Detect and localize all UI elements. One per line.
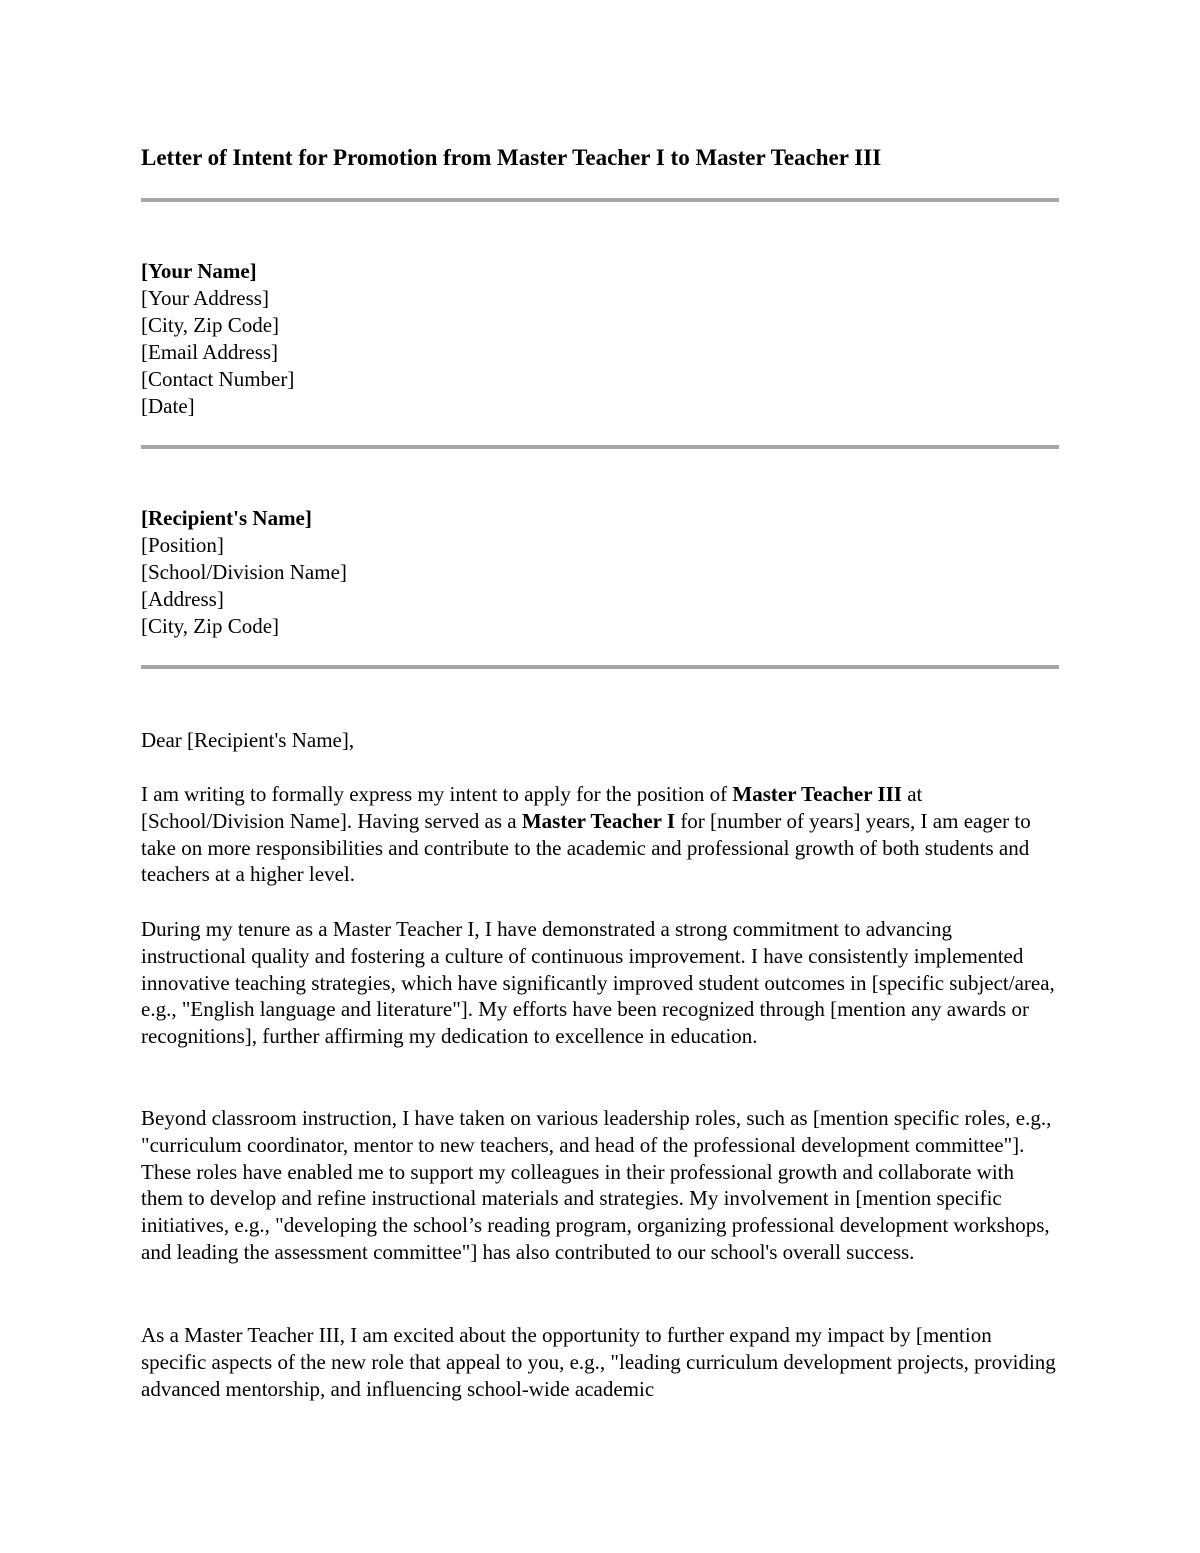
divider-bottom — [141, 665, 1059, 669]
recipient-position: [Position] — [141, 533, 224, 557]
sender-block — [141, 258, 1059, 420]
recipient-city-zip: [City, Zip Code] — [141, 614, 280, 638]
paragraph-3: Beyond classroom instruction, I have taken on various leadership roles, such as [mention specific roles, e.g., "curriculum coordinator, mentor to new teachers, and head of the professional development committee"]. These roles have enabled me to support my colleagues in their professional growth and collaborate with them to develop and refine instructional materials and strategies. My involvement in [mention specific initiatives, e.g., "developing the school’s reading program, organizing professional development workshops, and leading the assessment committee"] has also contributed to our school's overall success. — [141, 1106, 1052, 1264]
sender-email: [Email Address] — [141, 340, 279, 364]
letter-title: Letter of Intent for Promotion from Master Teacher I to Master Teacher III — [141, 145, 882, 170]
paragraph-1 — [141, 781, 1059, 888]
paragraph-1-bold-b: Master Teacher I — [521, 808, 676, 833]
recipient-name: [Recipient's Name] — [141, 506, 312, 530]
sender-name: [Your Name] — [141, 259, 257, 283]
recipient-block — [141, 505, 1059, 640]
divider-top — [141, 198, 1059, 202]
paragraph-4: As a Master Teacher III, I am excited about the opportunity to further expand my impact by [mention specific aspects of the new role that appeal to you, e.g., "leading curriculum development projects, providing advanced mentorship, and influencing school-wide academic — [141, 1323, 1056, 1401]
recipient-address: [Address] — [141, 587, 224, 611]
sender-date: [Date] — [141, 394, 195, 418]
paragraph-1-bold-a: Master Teacher III — [732, 782, 902, 806]
recipient-school: [School/Division Name] — [141, 560, 347, 584]
sender-contact: [Contact Number] — [141, 367, 295, 391]
paragraph-1-text-a: I am writing to formally express my intent to apply for the position of — [141, 782, 733, 806]
divider-middle — [141, 445, 1059, 449]
salutation: Dear [Recipient's Name], — [141, 728, 355, 752]
paragraph-1-text-c: for [number of years] years, I am eager to take on more responsibilities and contribute to the academic and professional growth of both students and teachers at a higher level. — [141, 808, 1031, 887]
paragraph-1-text-b: at [School/Division Name]. Having served as a — [141, 782, 923, 833]
sender-city-zip: [City, Zip Code] — [141, 313, 280, 337]
sender-address: [Your Address] — [141, 286, 269, 310]
paragraph-2: During my tenure as a Master Teacher I, I have demonstrated a strong commitment to advancing instructional quality and fostering a culture of continuous improvement. I have consistently implemented innovative teaching strategies, which have significantly improved student outcomes in [specific subject/area, e.g., "English language and literature"]. My efforts have been recognized through [mention any awards or recognitions], further affirming my dedication to excellence in education. — [141, 917, 1055, 1049]
